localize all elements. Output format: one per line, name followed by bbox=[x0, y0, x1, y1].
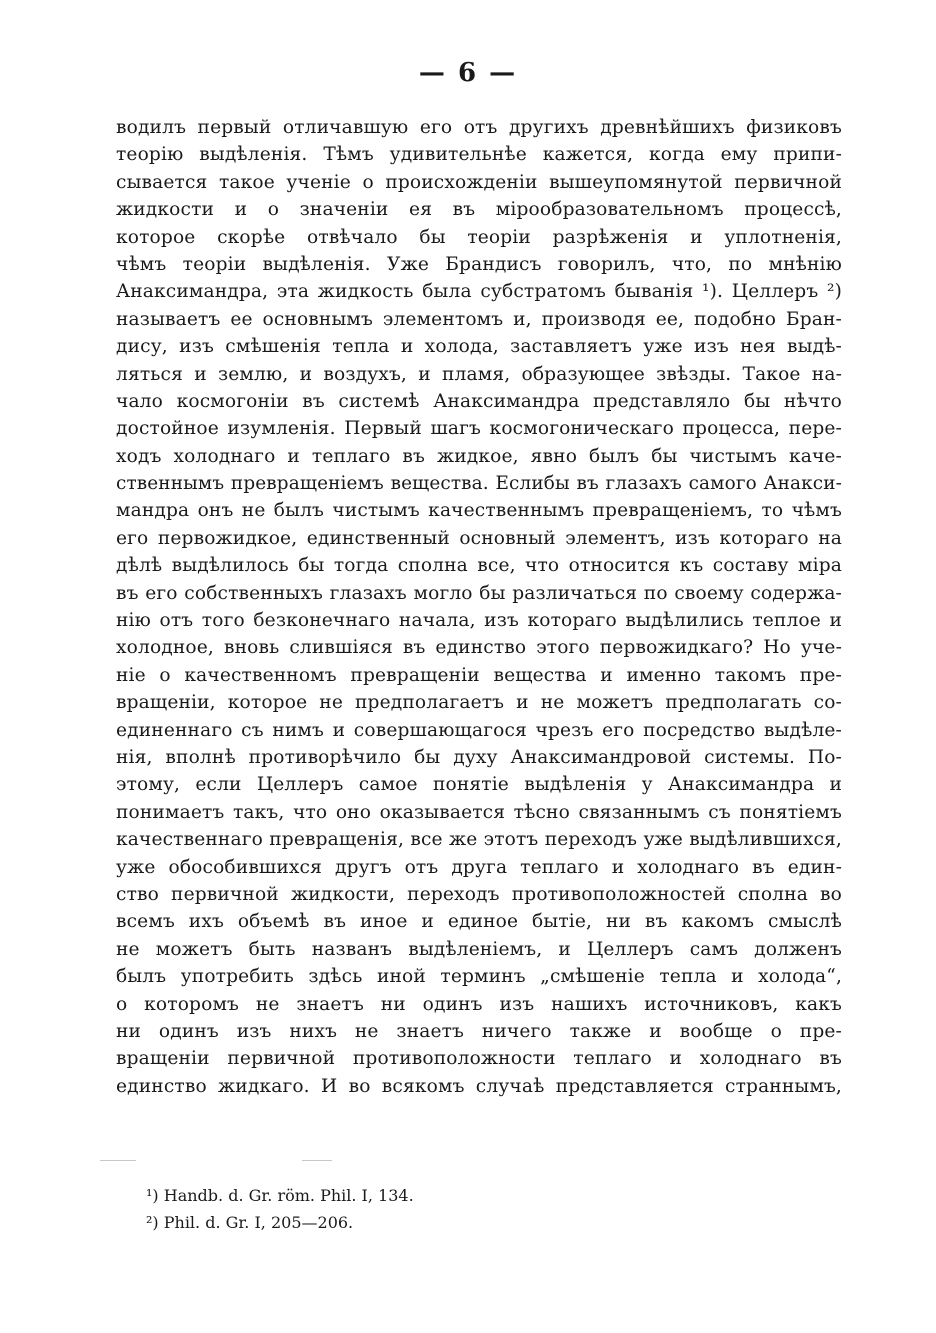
text-line: ніе о качественномъ превращеніи вещества и именно такомъ пре- bbox=[116, 664, 842, 686]
text-line: ство первичной жидкости, переходъ противоположностей сполна во bbox=[116, 883, 842, 905]
footnote-divider bbox=[100, 1160, 136, 1161]
text-line: не можетъ быть названъ выдѣленіемъ, и Целлеръ самъ долженъ bbox=[116, 938, 842, 960]
text-line: жидкости и о значеніи ея въ мірообразовательномъ процессѣ, bbox=[116, 199, 842, 221]
text-line: единеннаго съ нимъ и совершающагося чрезъ его посредство выдѣле- bbox=[116, 719, 842, 741]
text-line: Анаксимандра, эта жидкость была субстратомъ быванія ¹). Целлеръ ²) bbox=[116, 281, 842, 303]
footnote: ¹) Handb. d. Gr. röm. Phil. I, 134. bbox=[146, 1186, 414, 1205]
page-number: — 6 — bbox=[418, 58, 518, 88]
text-line: водилъ первый отличавшую его отъ другихъ древнѣйшихъ физиковъ bbox=[116, 117, 842, 138]
footnote: ²) Phil. d. Gr. I, 205—206. bbox=[146, 1213, 354, 1232]
text-line: о которомъ не знаетъ ни одинъ изъ нашихъ источниковъ, какъ bbox=[116, 993, 842, 1015]
text-line: ходъ холоднаго и теплаго въ жидкое, явно былъ бы чистымъ каче- bbox=[116, 445, 842, 467]
text-line: вращеніи первичной противоположности теплаго и холоднаго въ bbox=[116, 1048, 842, 1070]
text-line: чало космогоніи въ системѣ Анаксимандра представляло бы нѣчто bbox=[116, 390, 842, 412]
text-line: которое скорѣе отвѣчало бы теоріи разрѣженія и уплотненія, bbox=[116, 226, 842, 248]
text-line: холодное, вновь слившіяся въ единство этого первожидкаго? Но уче- bbox=[116, 637, 842, 659]
text-line: мандра онъ не былъ чистымъ качественнымъ превращеніемъ, то чѣмъ bbox=[116, 500, 842, 522]
footnotes bbox=[146, 1182, 646, 1236]
text-line: понимаетъ такъ, что оно оказывается тѣсно связаннымъ съ понятіемъ bbox=[116, 801, 842, 823]
text-line: дису, изъ смѣшенія тепла и холода, заставляетъ уже изъ нея выдѣ- bbox=[116, 336, 842, 358]
text-line: сывается такое ученіе о происхожденіи вышеупомянутой первичной bbox=[116, 171, 842, 193]
text-line: нію отъ того безконечнаго начала, изъ котораго выдѣлились теплое и bbox=[116, 610, 842, 632]
text-line: былъ употребить здѣсь иной терминъ „смѣшеніе тепла и холода“, bbox=[116, 966, 842, 988]
text-line: достойное изумленія. Первый шагъ космогоническаго процесса, пере- bbox=[116, 418, 842, 440]
text-line: уже обособившихся другъ отъ друга теплаго и холоднаго въ един- bbox=[116, 856, 842, 878]
text-line: всемъ ихъ объемѣ въ иное и единое бытіе, ни въ какомъ смыслѣ bbox=[116, 911, 842, 933]
text-line: ни одинъ изъ нихъ не знаетъ ничего также и вообще о пре- bbox=[116, 1020, 842, 1042]
text-line: теорію выдѣленія. Тѣмъ удивительнѣе кажется, когда ему припи- bbox=[116, 144, 842, 166]
text-line: называетъ ее основнымъ элементомъ и, производя ее, подобно Бран- bbox=[116, 308, 842, 330]
body-text bbox=[116, 114, 842, 1100]
text-line: ляться и землю, и воздухъ, и пламя, образующее звѣзды. Такое на- bbox=[116, 363, 842, 385]
text-line: дѣлѣ выдѣлилось бы тогда сполна все, что относится къ составу міра bbox=[116, 555, 842, 577]
text-line: единство жидкаго. И во всякомъ случаѣ представляется страннымъ, bbox=[116, 1075, 842, 1097]
text-line: вращеніи, которое не предполагаетъ и не можетъ предполагать со- bbox=[116, 692, 842, 714]
text-line: его первожидкое, единственный основный элементъ, изъ котораго на bbox=[116, 527, 842, 549]
text-line: въ его собственныхъ глазахъ могло бы различаться по своему содержа- bbox=[116, 582, 842, 604]
text-line: качественнаго превращенія, все же этотъ переходъ уже выдѣлившихся, bbox=[116, 829, 842, 851]
footnote-divider bbox=[302, 1160, 332, 1161]
text-line: ственнымъ превращеніемъ вещества. Еслибы въ глазахъ самого Анакси- bbox=[116, 473, 842, 495]
text-line: нія, вполнѣ противорѣчило бы духу Анаксимандровой системы. По- bbox=[116, 746, 842, 768]
text-line: чѣмъ теоріи выдѣленія. Уже Брандисъ говорилъ, что, по мнѣнію bbox=[116, 253, 842, 275]
text-line: этому, если Целлеръ самое понятіе выдѣленія у Анаксимандра и bbox=[116, 774, 842, 796]
